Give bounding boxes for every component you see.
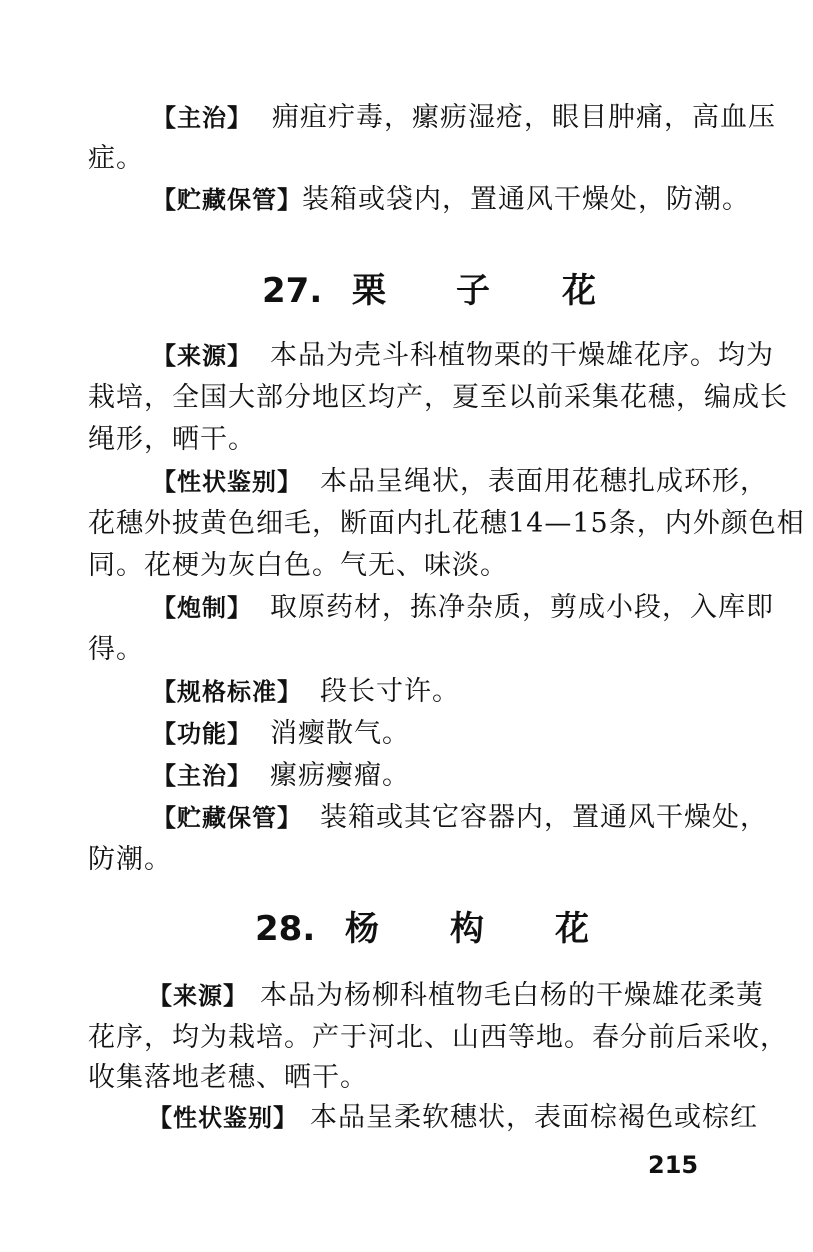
prev-storage-label: 【贮藏保管】 — [152, 186, 302, 214]
entry-28-char-2: 构 — [450, 909, 484, 949]
entry-27-function-label: 【功能】 — [152, 720, 252, 748]
entry-28-char-3: 花 — [555, 909, 589, 949]
page-number: 215 — [648, 1151, 699, 1179]
entry-27-treat-line — [152, 756, 410, 796]
entry-27-number: 27. — [262, 271, 323, 311]
entry-27-spec-line — [152, 672, 460, 712]
entry-27-identify-text-3: 同。花梗为灰白色。气无、味淡。 — [88, 550, 508, 581]
entry-28-identify-label: 【性状鉴别】 — [148, 1104, 298, 1132]
entry-27-spec-label: 【规格标准】 — [152, 678, 302, 706]
entry-27-process-line — [152, 588, 774, 628]
entry-27-source-line — [152, 336, 774, 376]
prev-storage-text: 装箱或袋内，置通风干燥处，防潮。 — [302, 184, 750, 215]
entry-28-source-line — [148, 976, 764, 1016]
entry-27-storage-text-2: 防潮。 — [88, 844, 172, 875]
entry-27-source-text-2: 栽培，全国大部分地区均产，夏至以前采集花穗，编成长 — [88, 382, 788, 413]
prev-treat-text: 痈疽疔毒，瘰疬湿疮，眼目肿痛，高血压 — [272, 102, 776, 133]
entry-28-source-text-2: 花序，均为栽培。产于河北、山西等地。春分前后采收， — [88, 1022, 788, 1053]
entry-27-storage-text-1: 装箱或其它容器内，置通风干燥处， — [320, 802, 768, 833]
entry-27-storage-line — [152, 798, 768, 838]
entry-27-process-text-2: 得。 — [88, 634, 144, 665]
entry-27-source-text-3: 绳形，晒干。 — [88, 424, 256, 455]
entry-27-source-label: 【来源】 — [152, 342, 252, 370]
entry-27-process-text-1: 取原药材，拣净杂质，剪成小段，入库即 — [270, 592, 774, 623]
prev-storage-line — [152, 180, 750, 220]
entry-28-source-text-3: 收集落地老穗、晒干。 — [88, 1062, 368, 1093]
entry-28-source-text-1: 本品为杨柳科植物毛白杨的干燥雄花柔荑 — [260, 980, 764, 1011]
prev-treat-label: 【主治】 — [152, 104, 252, 132]
entry-27-spec-text: 段长寸许。 — [320, 676, 460, 707]
entry-27-function-line — [152, 714, 410, 754]
entry-27-process-label: 【炮制】 — [152, 594, 252, 622]
entry-27-identify-label: 【性状鉴别】 — [152, 468, 302, 496]
entry-27-storage-label: 【贮藏保管】 — [152, 804, 302, 832]
entry-27-source-text-1: 本品为壳斗科植物栗的干燥雄花序。均为 — [270, 340, 774, 371]
entry-28-identify-line — [148, 1098, 758, 1138]
entry-28-number: 28. — [255, 909, 316, 949]
entry-27-identify-text-2: 花穗外披黄色细毛，断面内扎花穗14—15条，内外颜色相 — [88, 508, 805, 539]
entry-27-treat-label: 【主治】 — [152, 762, 252, 790]
entry-28-identify-text: 本品呈柔软穗状，表面棕褐色或棕红 — [310, 1102, 758, 1133]
entry-27-treat-text: 瘰疬瘿瘤。 — [270, 760, 410, 791]
entry-27-heading — [0, 268, 813, 314]
entry-27-function-text: 消瘿散气。 — [270, 718, 410, 749]
entry-27-char-1: 栗 — [352, 271, 386, 311]
entry-27-char-3: 花 — [562, 271, 596, 311]
entry-28-char-1: 杨 — [345, 909, 379, 949]
entry-27-char-2: 子 — [456, 271, 490, 311]
entry-28-source-label: 【来源】 — [148, 982, 248, 1010]
prev-treat-text-2: 症。 — [88, 143, 144, 174]
prev-treat-line — [152, 98, 776, 138]
entry-27-identify-line — [152, 462, 768, 502]
entry-27-identify-text-1: 本品呈绳状，表面用花穗扎成环形， — [320, 466, 768, 497]
entry-28-heading — [0, 906, 813, 952]
